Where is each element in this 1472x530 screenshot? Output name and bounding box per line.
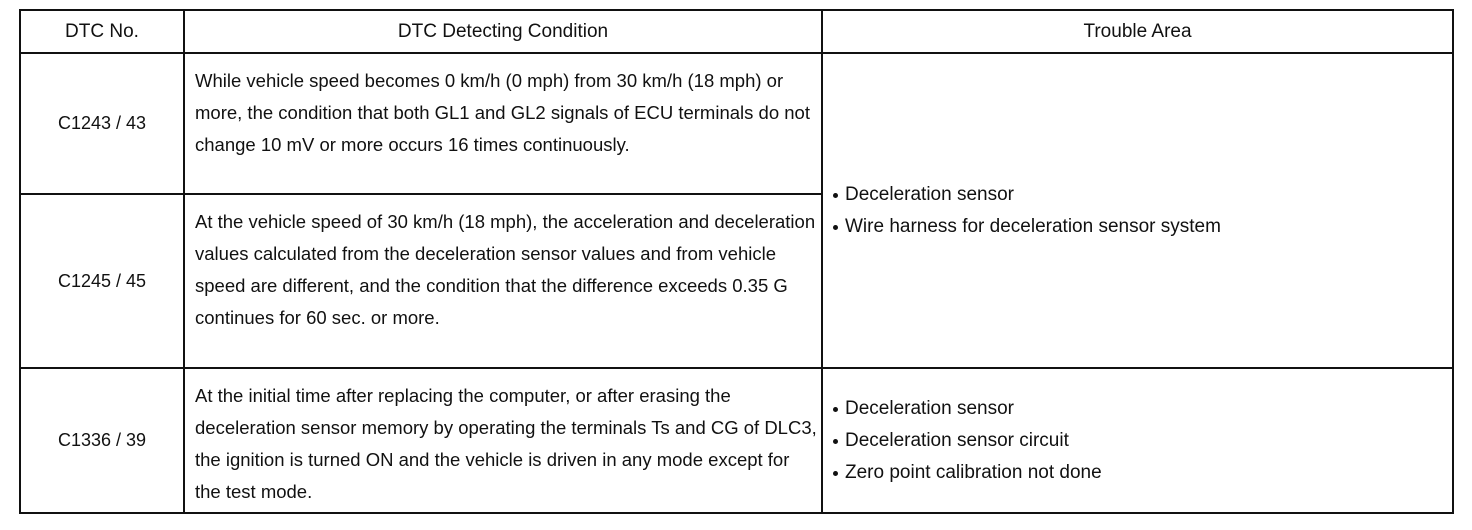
detecting-condition: At the initial time after replacing the computer, or after erasing the deceleration sensor memory by operating the terminals Ts and CG of DLC3, the ignition is turned ON and the vehicle is driven in any mode except for the test mode. — [184, 368, 822, 513]
trouble-area-list — [832, 179, 1452, 243]
trouble-area-item: Zero point calibration not done — [832, 457, 1452, 489]
trouble-area-list — [832, 393, 1452, 489]
table-row — [20, 368, 1453, 513]
trouble-area-item: Deceleration sensor — [832, 393, 1452, 425]
trouble-area-cell — [822, 368, 1453, 513]
dtc-table — [19, 9, 1454, 514]
dtc-code: C1245 / 45 — [20, 194, 184, 368]
trouble-area-cell — [822, 53, 1453, 368]
dtc-code: C1336 / 39 — [20, 368, 184, 513]
detecting-condition: At the vehicle speed of 30 km/h (18 mph), the acceleration and deceleration values calculated from the deceleration sensor values and from vehicle speed are different, and the condition that the difference exceeds 0.35 G continues for 60 sec. or more. — [184, 194, 822, 368]
trouble-area-item: Deceleration sensor circuit — [832, 425, 1452, 457]
header-trouble-area: Trouble Area — [822, 10, 1453, 53]
table-row — [20, 53, 1453, 194]
trouble-area-item: Wire harness for deceleration sensor system — [832, 211, 1452, 243]
header-row — [20, 10, 1453, 53]
detecting-condition: While vehicle speed becomes 0 km/h (0 mph) from 30 km/h (18 mph) or more, the condition that both GL1 and GL2 signals of ECU terminals do not change 10 mV or more occurs 16 times continuously. — [184, 53, 822, 194]
trouble-area-item: Deceleration sensor — [832, 179, 1452, 211]
header-dtc-no: DTC No. — [20, 10, 184, 53]
header-detecting-condition: DTC Detecting Condition — [184, 10, 822, 53]
dtc-code: C1243 / 43 — [20, 53, 184, 194]
